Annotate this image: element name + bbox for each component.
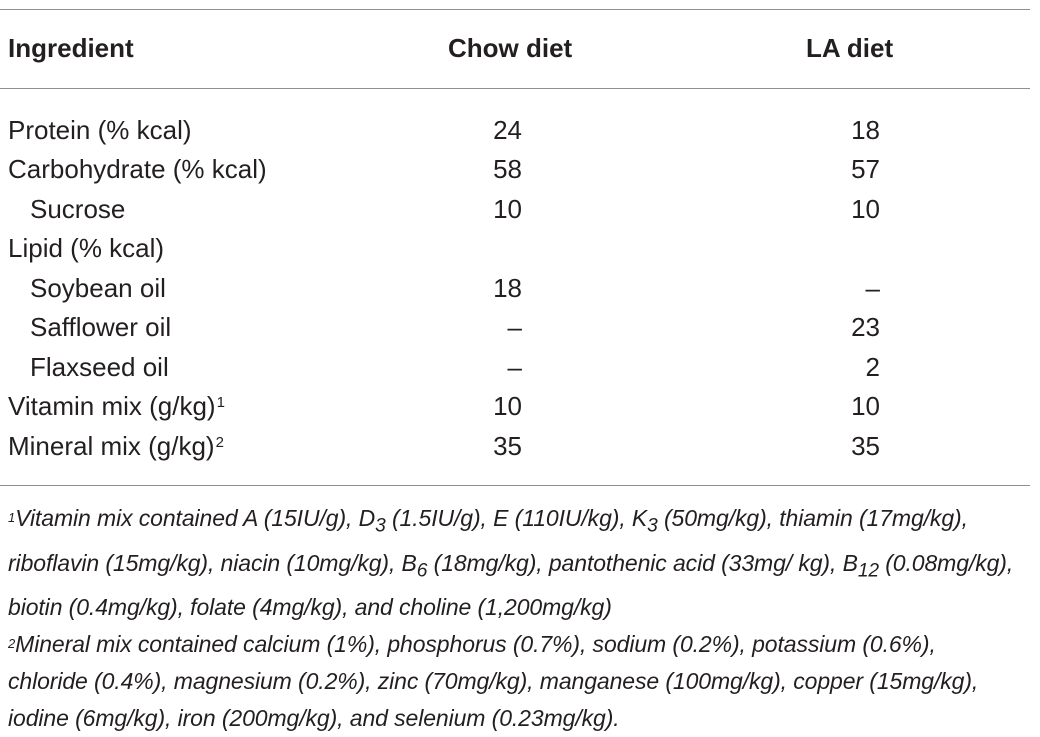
row-chow-value: 35 <box>493 431 522 461</box>
footnote-subscript: 3 <box>647 515 658 537</box>
row-la-value: 18 <box>851 115 880 145</box>
row-ingredient: Carbohydrate (% kcal) <box>8 154 267 184</box>
footnote-text: (1.5IU/g), E (110IU/kg), K <box>385 505 648 531</box>
table-row <box>0 189 1030 229</box>
table-row <box>0 268 1030 308</box>
header-chow-diet: Chow diet <box>448 33 573 63</box>
footnote-marker: 1 <box>216 394 225 411</box>
row-ingredient: Safflower oil <box>30 312 172 342</box>
row-ingredient: Sucrose <box>30 194 126 224</box>
row-la-value: 10 <box>851 391 880 421</box>
row-ingredient-label: Mineral mix (g/kg) <box>8 431 215 461</box>
row-chow-value: 24 <box>493 115 522 145</box>
footnote-vitamin-mix <box>8 500 1018 626</box>
footnote-subscript: 3 <box>375 515 386 537</box>
header-rule <box>0 88 1030 89</box>
table-footnotes <box>8 500 1018 737</box>
footnote-number: 1 <box>8 510 16 525</box>
row-chow-value: 10 <box>493 194 522 224</box>
table-row <box>0 110 1030 150</box>
row-ingredient: Lipid (% kcal) <box>8 233 165 263</box>
row-ingredient: Protein (% kcal) <box>8 115 192 145</box>
row-chow-value: – <box>507 352 522 382</box>
row-chow-value: – <box>507 312 522 342</box>
row-chow-value: 18 <box>493 273 522 303</box>
table-row <box>0 347 1030 387</box>
row-ingredient-label: Vitamin mix (g/kg) <box>8 391 216 421</box>
row-la-value: 23 <box>851 312 880 342</box>
footnote-text: (0.08mg/kg), biotin (0.4mg/kg), folate (4mg/kg), and choline (1,200mg/kg) <box>8 549 1014 621</box>
footnote-mineral-mix <box>8 626 1018 737</box>
row-ingredient: Soybean oil <box>30 273 166 303</box>
footnote-subscript: 6 <box>416 560 428 582</box>
row-la-value: – <box>865 273 880 303</box>
row-la-value: 2 <box>865 352 880 382</box>
header-ingredient: Ingredient <box>8 33 134 63</box>
footnote-subscript: 12 <box>857 560 879 582</box>
header-la-diet: LA diet <box>806 33 894 63</box>
bottom-rule <box>0 485 1030 486</box>
table-row <box>0 307 1030 347</box>
footnote-number: 2 <box>8 636 16 652</box>
row-ingredient: Flaxseed oil <box>30 352 169 382</box>
table-row <box>0 386 1030 426</box>
table-row <box>0 228 1030 268</box>
table-row <box>0 149 1030 189</box>
row-ingredient <box>8 386 225 426</box>
row-la-value: 57 <box>851 154 880 184</box>
footnote-marker: 2 <box>215 434 224 451</box>
row-chow-value: 58 <box>493 154 522 184</box>
footnote-text: Mineral mix contained calcium (1%), phosphorus (0.7%), sodium (0.2%), potassium (0.6%), chloride (0.4%), magnesium (0.2%), zinc (70mg/kg), manganese (100mg/kg), copper (15mg/kg), iodine (6mg/kg), iron (200mg/kg), and selenium (0.23mg/kg). <box>8 631 979 732</box>
row-ingredient <box>8 426 224 466</box>
footnote-text: Vitamin mix contained A (15IU/g), D <box>15 505 376 531</box>
row-chow-value: 10 <box>493 391 522 421</box>
footnote-text: (50mg/kg), thiamin (17mg/kg), riboflavin (15mg/kg), niacin (10mg/kg), B <box>8 505 968 576</box>
footnote-text: (18mg/kg), pantothenic acid (33mg/ kg), B <box>427 549 858 576</box>
row-la-value: 35 <box>851 431 880 461</box>
row-la-value: 10 <box>851 194 880 224</box>
top-rule <box>0 9 1030 10</box>
table-row <box>0 426 1030 466</box>
